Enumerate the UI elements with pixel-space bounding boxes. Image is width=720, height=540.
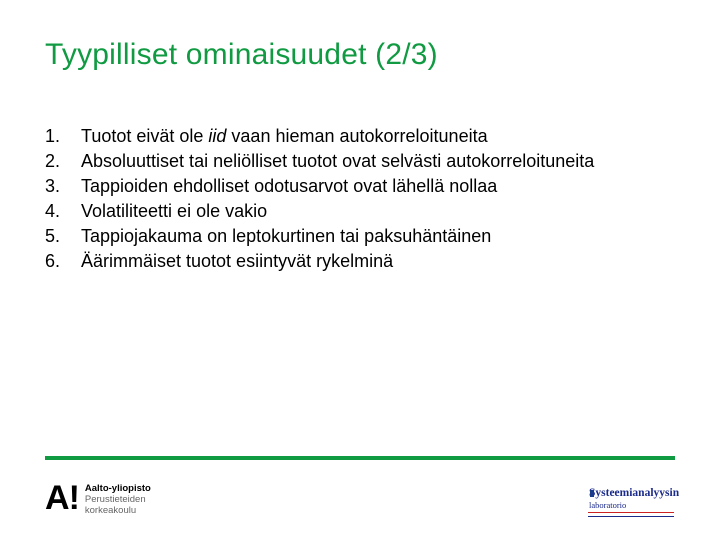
list-item	[45, 149, 594, 174]
property-list	[45, 124, 594, 274]
list-item-number: 3.	[45, 176, 61, 196]
sal-logo	[588, 486, 680, 517]
aalto-logo	[45, 481, 151, 516]
list-item-number: 5.	[45, 226, 61, 246]
emphasis-iid: iid	[208, 126, 227, 146]
list-item-number: 4.	[45, 201, 61, 221]
aalto-name: Aalto-yliopisto	[84, 483, 151, 494]
aalto-school-line2: korkeakoulu	[84, 505, 137, 516]
sal-subtitle: laboratorio	[589, 500, 627, 510]
list-item-number: 1.	[45, 126, 61, 146]
list-item-text: Äärimmäiset tuotot esiintyvät rykelminä	[81, 251, 394, 271]
footer-divider	[45, 456, 675, 460]
sal-name: Systeemianalyysin	[589, 487, 680, 499]
sal-underline	[588, 512, 674, 517]
list-item-number: 2.	[45, 151, 61, 171]
slide-title: Tyypilliset ominaisuudet (2/3)	[45, 38, 438, 71]
list-item-number: 6.	[45, 251, 61, 271]
list-item-text: Volatiliteetti ei ole vakio	[81, 201, 268, 221]
list-item-text: Absoluuttiset tai neliölliset tuotot ovat selvästi autokorreloituneita	[81, 151, 595, 171]
list-item	[45, 174, 594, 199]
aalto-logo-text	[85, 483, 151, 516]
list-item-text: Tappiojakauma on leptokurtinen tai paksuhäntäinen	[81, 226, 492, 246]
list-item	[45, 124, 594, 149]
aalto-school-line1: Perustieteiden	[84, 494, 146, 505]
list-item	[45, 199, 594, 224]
list-item	[45, 249, 594, 274]
list-item-text: Tuotot eivät ole iid vaan hieman autokorreloituneita	[81, 126, 488, 146]
list-item-text: Tappioiden ehdolliset odotusarvot ovat lähellä nollaa	[81, 176, 498, 196]
list-item	[45, 224, 594, 249]
aalto-mark-icon: A!	[45, 479, 79, 517]
